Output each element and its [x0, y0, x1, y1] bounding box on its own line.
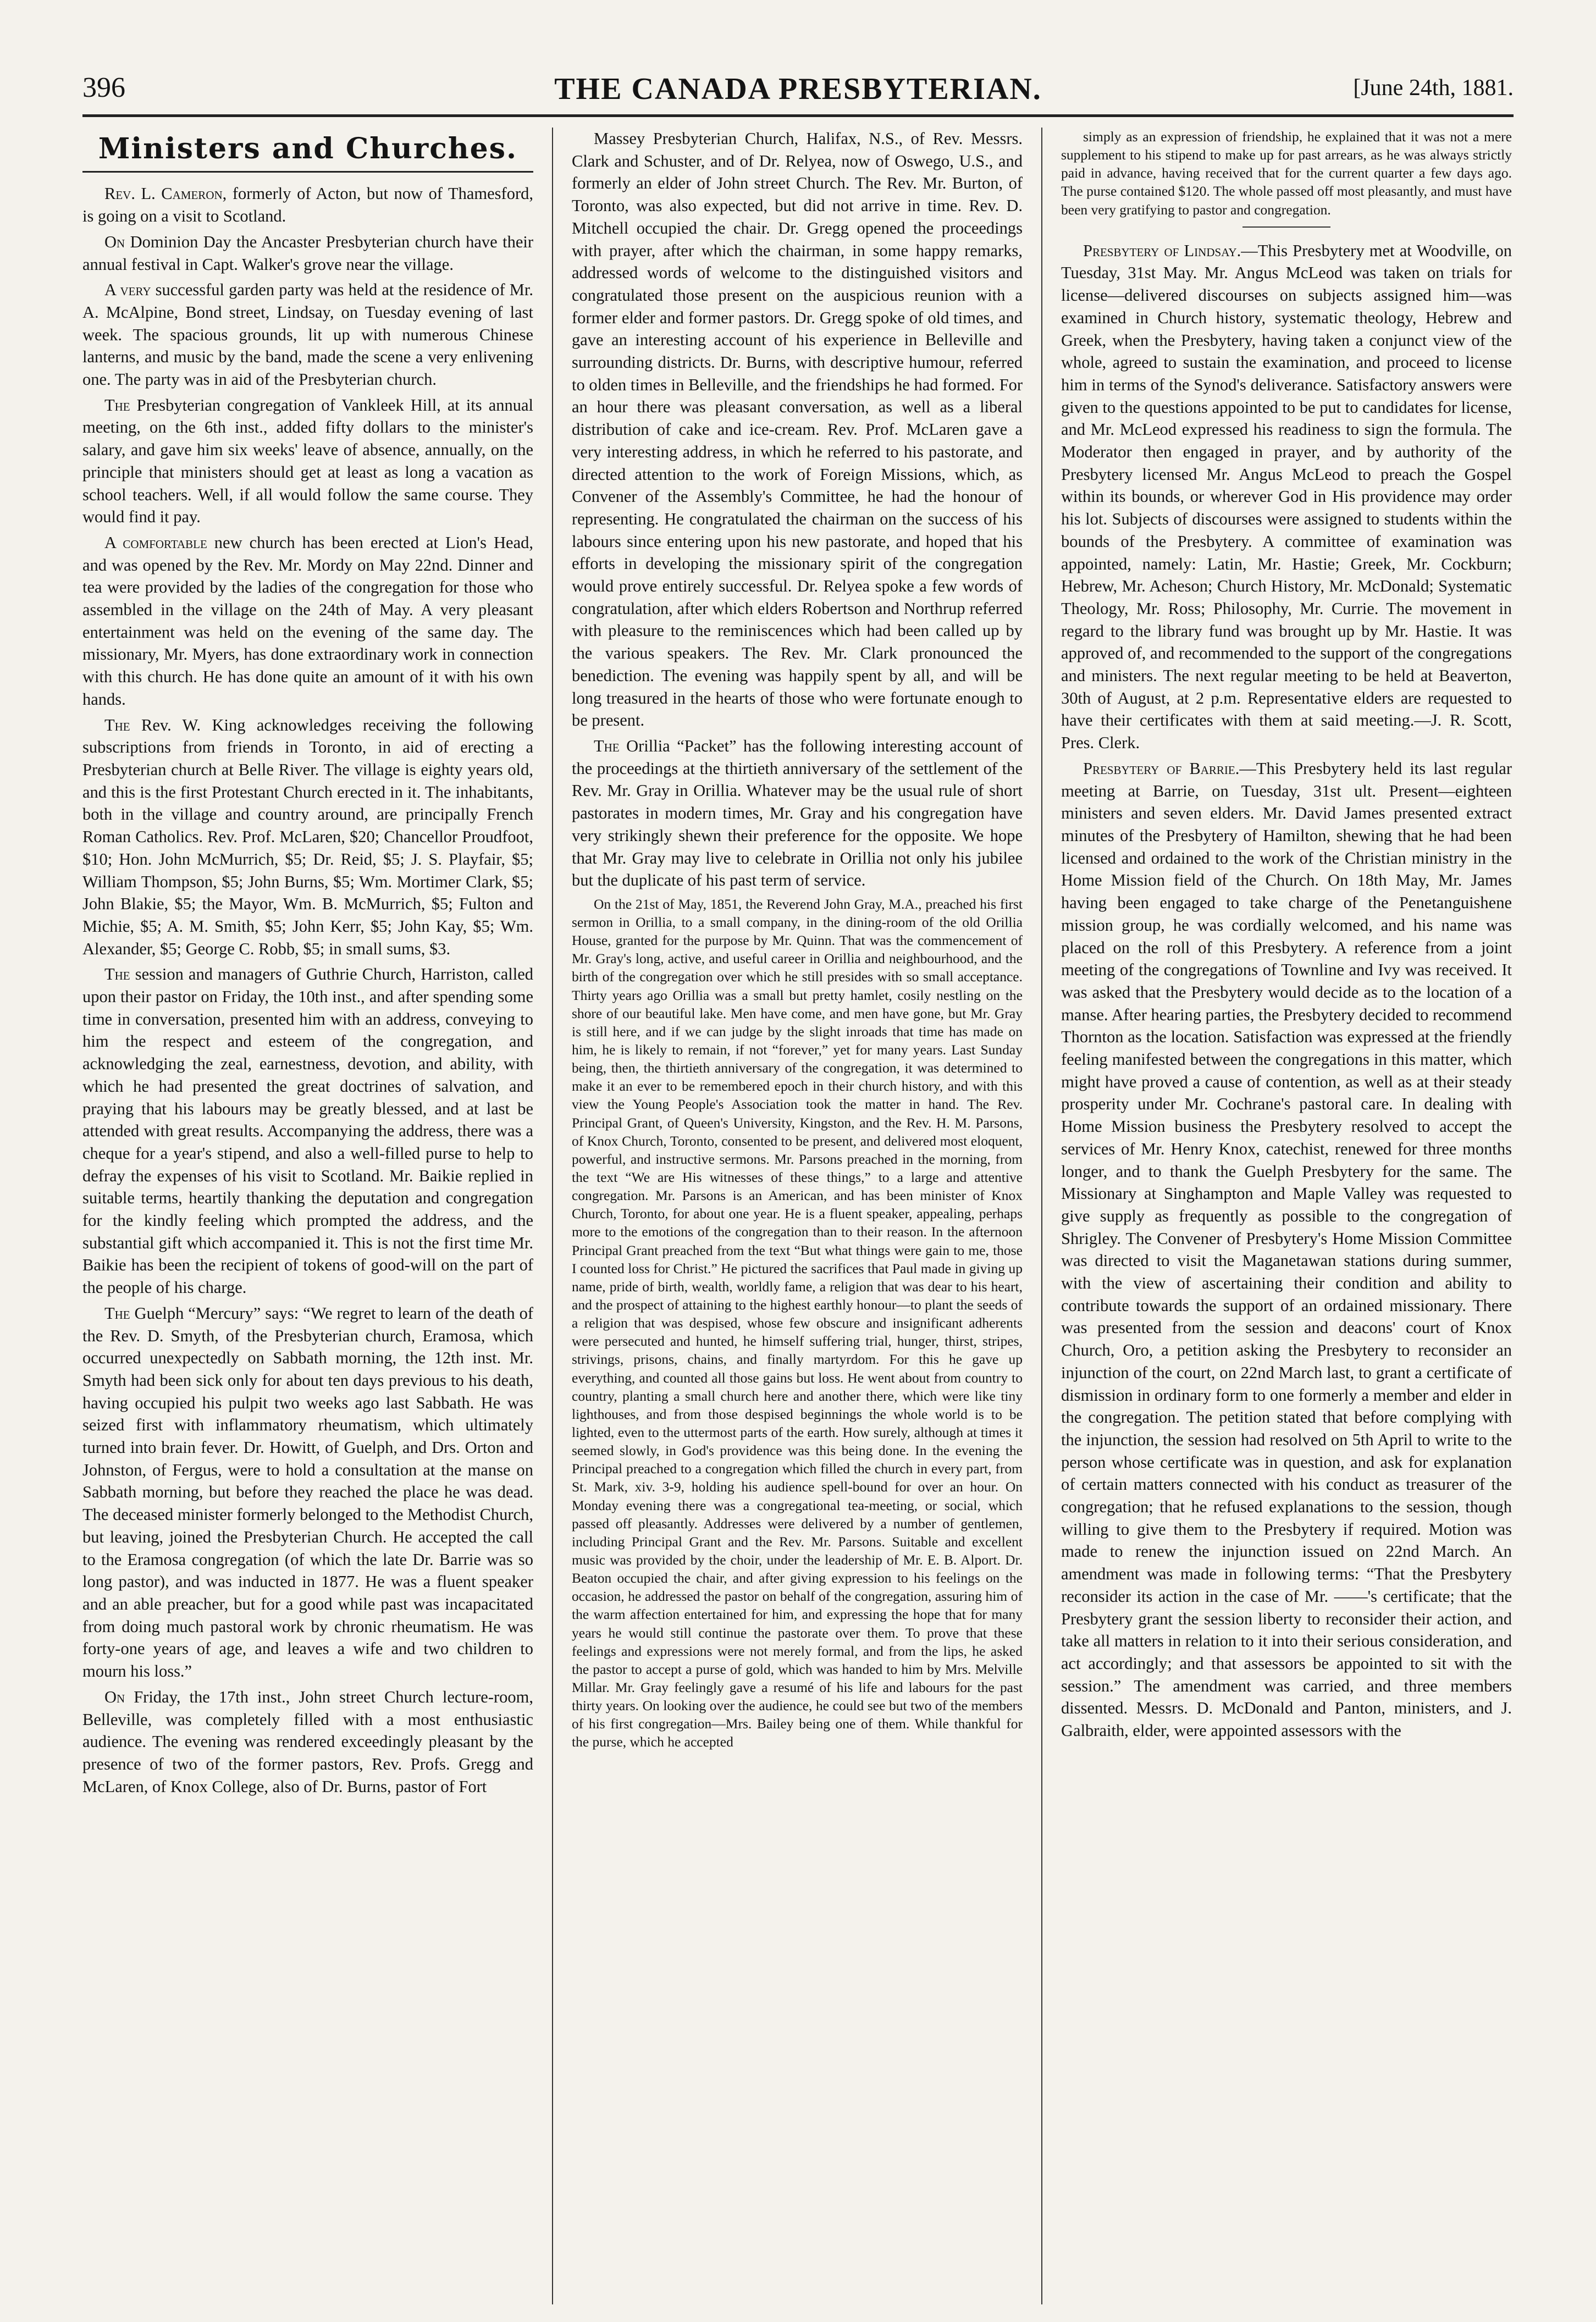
header-rule: [82, 114, 1514, 117]
section-title: Ministers and Churches.: [98, 132, 518, 165]
column-divider: [552, 128, 553, 2304]
article-paragraph: [82, 1302, 533, 1683]
paragraph-lead: A comfortable: [104, 533, 207, 552]
article-paragraph: [572, 895, 1023, 1751]
section-title-rule: [82, 171, 533, 173]
issue-date: [June 24th, 1881.: [1353, 75, 1514, 101]
article-paragraph: [572, 128, 1023, 732]
paragraph-text: Presbyterian congregation of Vankleek Hill, at its annual meeting, on the 6th inst., added fifty dollars to the minister's salary, and gave him six weeks' leave of absence, annually, on the principle that ministers should get at least as long a vacation as school teachers. Well, if all would follow the same course. They would find it pay.: [82, 395, 533, 527]
article-paragraph: [82, 279, 533, 391]
article-paragraph: [572, 735, 1023, 892]
article-paragraph: [82, 532, 533, 711]
paragraph-lead: Rev. L. Cameron,: [104, 184, 227, 203]
page-number: 396: [82, 72, 125, 103]
paragraph-lead: On: [104, 1687, 125, 1706]
paragraph-text: session and managers of Guthrie Church, Harriston, called upon their pastor on Friday, the 10th inst., and after spending some time in conversation, presented him with an address, conveying to him the respect and esteem of the congregation, and acknowledging the zeal, earnestness, devotion, and ability, with which he had presented the great doctrines of salvation, and praying that his labours may be greatly blessed, and at last be attended with great results. Accompanying the address, there was a cheque for a year's stipend, and also a well-filled purse to help to defray the expenses of his visit to Scotland. Mr. Baikie replied in suitable terms, heartily thanking the deputation and congregation for the kindly feeling which prompted the address, and the substantial gift which accompanied it. This is not the first time Mr. Baikie has been the recipient of tokens of good-will on the part of the people of his charge.: [82, 965, 533, 1297]
page-header: [82, 71, 1514, 110]
column-1: [82, 128, 533, 2304]
paragraph-lead: The: [104, 715, 130, 734]
separator-rule: [1242, 226, 1330, 228]
article-paragraph: [1061, 758, 1512, 1742]
article-paragraph: [82, 1686, 533, 1798]
paragraph-lead: A very: [104, 280, 151, 300]
paragraph-text: Massey Presbyterian Church, Halifax, N.S., of Rev. Messrs. Clark and Schuster, and of Dr. Relyea, now of Oswego, U.S., and formerly an elder of John street Church. The Rev. Mr. Burton, of Toronto, was also expected, but did not arrive in time. Rev. D. Mitchell occupied the chair. Dr. Gregg opened the proceedings with prayer, after which the chairman, in some happy remarks, addressed words of welcome to the distinguished visitors and congratulated those present on the auspicious reunion with a former elder and former pastors. Dr. Gregg spoke of old times, and gave an interesting account of his experience in Belleville and surrounding districts. Dr. Burns, with descriptive humour, referred to olden times in Belleville, and the friendships he had formed. For an hour there was pleasant conversation, as well as a liberal distribution of cake and ice-cream. Rev. Prof. McLaren gave a very interesting address, in which he referred to his pastorate, and directed attention to the work of Foreign Missions, which, as Convener of the Assembly's Committee, he had the honour of representing. He congratulated the chairman on the success of his labours since entering upon his new pastorate, and hoped that his efforts in developing the missionary spirit of the congregation would prove entirely successful. Dr. Relyea spoke a few words of congratulation, after which elders Robertson and Northrup referred with pleasure to the reminiscences which had been called up by the various speakers. The Rev. Mr. Clark pronounced the benediction. The evening was happily spent by all, and will be long treasured in the hearts of those who were fortunate enough to be present.: [572, 129, 1023, 730]
paragraph-lead: The: [104, 1303, 130, 1323]
article-paragraph: [82, 231, 533, 275]
paragraph-text: formerly of Acton, but now of Thamesford, is going on a visit to Scotland.: [82, 184, 533, 226]
paragraph-text: successful garden party was held at the residence of Mr. A. McAlpine, Bond street, Lindsay, on Tuesday evening of last week. The spacious grounds, lit up with numerous Chinese lanterns, and music by the band, made the scene a very enlivening one. The party was in aid of the Presbyterian church.: [82, 280, 533, 389]
paragraph-text: Guelph “Mercury” says: “We regret to learn of the death of the Rev. D. Smyth, of the Presbyterian church, Eramosa, which occurred unexpectedly on Sabbath morning, the 12th inst. Mr. Smyth had been sick only for about ten days previous to his death, having occupied his pulpit two weeks ago last Sabbath. He was seized first with inflammatory rheumatism, which ultimately turned into brain fever. Dr. Howitt, of Guelph, and Drs. Orton and Johnston, of Fergus, were to hold a consultation at the manse on Sabbath morning, but before they reached the place he was dead. The deceased minister formerly belonged to the Methodist Church, but leaving, joined the Presbyterian Church. He accepted the call to the Eramosa congregation (of which the late Dr. Barrie was so long pastor), and was inducted in 1877. He was a fluent speaker and an able preacher, but for a good while past was incapacitated from doing much pastoral work by chronic rheumatism. He was forty-one years of age, and leaves a wife and two children to mourn his loss.”: [82, 1303, 533, 1681]
column-divider: [1041, 128, 1042, 2304]
paragraph-text: new church has been erected at Lion's Head, and was opened by the Rev. Mr. Mordy on May 22nd. Dinner and tea were provided by the ladies of the congregation for those who assembled in the village on the 24th of May. A very pleasant entertainment was held on the evening of the same day. The missionary, Mr. Myers, has done extraordinary work in connection with this church. He has done quite an amount of it with his own hands.: [82, 533, 533, 709]
article-paragraph: [1061, 128, 1512, 219]
paragraph-lead: The: [594, 736, 620, 755]
column-3: [1061, 128, 1512, 2304]
paragraph-text: Orillia “Packet” has the following interesting account of the proceedings at the thirtieth anniversary of the settlement of the Rev. Mr. Gray in Orillia. Whatever may be the usual rule of short pastorates in modern times, Mr. Gray and his congregation have very strikingly shewn their preference for the opposite. We hope that Mr. Gray may live to celebrate in Orillia not only his jubilee but the duplicate of his past term of service.: [572, 736, 1023, 890]
column-2: [572, 128, 1023, 2304]
paragraph-lead: Presbytery of Barrie.: [1083, 759, 1240, 778]
paragraph-lead: The: [104, 965, 130, 984]
paragraph-text: Rev. W. King acknowledges receiving the following subscriptions from friends in Toronto, in aid of erecting a Presbyterian church at Belle River. The village is eighty years old, and this is the first Protestant Church erected in it. The inhabitants, both in the village and country around, are principally French Roman Catholics. Rev. Prof. McLaren, $20; Chancellor Proudfoot, $10; Hon. John McMurrich, $5; Dr. Reid, $5; J. S. Playfair, $5; William Thompson, $5; John Burns, $5; Wm. Mortimer Clark, $5; John Blakie, $5; the Mayor, Wm. B. McMurrich, $5; Fulton and Michie, $5; A. M. Smith, $5; John Kerr, $5; John Kay, $5; Wm. Alexander, $5; George C. Robb, $5; in small sums, $3.: [82, 715, 533, 958]
paragraph-text: simply as an expression of friendship, he explained that it was not a mere supplement to his stipend to make up for past arrears, as he was always strictly paid in advance, having received that for the current quarter a few days ago. The purse contained $120. The whole passed off most pleasantly, and must have been very gratifying to pastor and congregation.: [1061, 129, 1512, 218]
article-paragraph: [82, 963, 533, 1299]
article-paragraph: [82, 183, 533, 227]
paragraph-text: On the 21st of May, 1851, the Reverend John Gray, M.A., preached his first sermon in Orillia, to a small company, in the dining-room of the old Orillia House, granted for the purpose by Mr. Quinn. That was the commencement of Mr. Gray's long, active, and useful career in Orillia and neighbourhood, and the birth of the congregation over which he still presides with so small acceptance. Thirty years ago Orillia was a small but pretty hamlet, cosily nestling on the shore of our beautiful lake. Men have come, and men have gone, but Mr. Gray is still here, and if we can judge by the slight inroads that time has made on him, he is likely to remain, if not “forever,” yet for many years. Last Sunday being, then, the thirtieth anniversary of the congregation, it was determined to make it an ever to be remembered epoch in their church history, and with this view the Young People's Association took the matter in hand. The Rev. Principal Grant, of Queen's University, Kingston, and the Rev. H. M. Parsons, of Knox Church, Toronto, consented to be present, and delivered most eloquent, powerful, and instructive sermons. Mr. Parsons preached in the morning, from the text “We are His witnesses of these things,” to a large and attentive congregation. Mr. Parsons is an American, and has been minister of Knox Church, Toronto, for about one year. He is a fluent speaker, appealing, perhaps more to the emotions of the congregation than to their reason. In the afternoon Principal Grant preached from the text “But what things were gain to me, those I counted loss for Christ.” He pictured the sacrifices that Paul made in giving up name, pride of birth, wealth, worldly fame, a religion that was dear to his heart, and the prospect of attaining to the highest earthly honour—to plant the seeds of a religion that was despised, whose few obscure and insignificant adherents were persecuted and hunted, he himself suffering trial, hunger, thirst, stripes, strivings, prisons, chains, and finally martyrdom. For this he gave up everything, and counted all those gains but loss. He went about from country to country, planting a small church here and another there, which were like tiny lighthouses, and from those despised beginnings the whole world is to be lighted, even to the uttermost parts of the earth. How surely, although at times it seemed slowly, in God's providence was this being done. In the evening the Principal preached to a congregation which filled the church in every part, from St. Mark, xiv. 3-9, holding his audience spell-bound for over an hour. On Monday evening there was a congregational tea-meeting, or social, which passed off pleasantly. Addresses were delivered by a number of gentlemen, including Principal Grant and the Rev. Mr. Parsons. Suitable and excellent music was provided by the choir, under the leadership of Mr. E. B. Alport. Dr. Beaton occupied the chair, and after giving expression to his feelings on the occasion, he addressed the pastor on behalf of the congregation, assuring him of the warm affection entertained for him, and expressing the hope that for many years he would still continue the pastorate over them. To prove that these feelings and expressions were not merely formal, and from the lips, he asked the pastor to accept a purse of gold, which was handed to him by Mrs. Melville Millar. Mr. Gray feelingly gave a resumé of his life and labours for the past thirty years. On looking over the audience, he could see but two of the members of his first congregation—Mrs. Bailey being one of them. While thankful for the purse, which he accepted: [572, 895, 1023, 1750]
paragraph-text: Dominion Day the Ancaster Presbyterian church have their annual festival in Capt. Walker's grove near the village.: [82, 232, 533, 274]
article-paragraph: [1061, 240, 1512, 754]
article-paragraph: [82, 714, 533, 960]
article-paragraph: [82, 394, 533, 528]
paragraph-lead: Presbytery of Lindsay.: [1083, 241, 1241, 260]
paragraph-lead: On: [104, 232, 125, 251]
paragraph-lead: The: [104, 395, 130, 414]
paragraph-text: Friday, the 17th inst., John street Church lecture-room, Belleville, was completely filled with a most enthusiastic audience. The evening was rendered exceedingly pleasant by the presence of two of the former pastors, Rev. Profs. Gregg and McLaren, of Knox College, also of Dr. Burns, pastor of Fort: [82, 1687, 533, 1796]
paragraph-text: —This Presbytery met at Woodville, on Tuesday, 31st May. Mr. Angus McLeod was taken on trials for license—delivered discourses on subjects assigned him—was examined in Church history, systematic theology, Hebrew and Greek, when the Presbytery, having taken a conjunct view of the whole, agreed to sustain the examination, and proceed to license him in terms of the Synod's deliverance. Satisfactory answers were given to the questions appointed to be put to candidates for license, and Mr. McLeod expressed his readiness to sign the formula. The Moderator then engaged in prayer, and by authority of the Presbytery licensed Mr. Angus McLeod to preach the Gospel within its bounds, or wherever God in His providence may order his lot. Subjects of discourses were assigned to students within the bounds of the Presbytery. A committee of examination was appointed, namely: Latin, Mr. Hastie; Greek, Mr. Cockburn; Hebrew, Mr. Acheson; Church History, Mr. McDonald; Systematic Theology, Mr. Ross; Philosophy, Mr. Currie. The movement in regard to the library fund was brought up by Mr. Hastie. It was approved of, and recommended to the support of the congregations and ministers. The next regular meeting to be held at Beaverton, 30th of August, at 2 p.m. Representative elders are requested to have their certificates with them at said meeting.—J. R. Scott, Pres. Clerk.: [1061, 241, 1512, 753]
paragraph-text: —This Presbytery held its last regular meeting at Barrie, on Tuesday, 31st ult. Present—eighteen ministers and seven elders. Mr. David James presented extract minutes of the Presbytery of Hamilton, shewing that he had been licensed and ordained to the work of the Christian ministry in the Home Mission field of the Church. On 18th May, Mr. James having been engaged to take charge of the Penetanguishene mission group, he was cordially welcomed, and his name was placed on the roll of this Presbytery. A reference from a joint meeting of the congregations of Townline and Ivy was received. It was asked that the Presbytery would decide as to the location of a manse. After hearing parties, the Presbytery decided to recommend Thornton as the location. Satisfaction was expressed at the friendly feeling manifested between the congregations in this matter, which might have proved a cause of contention, as well as at their steady prosperity under Mr. Cochrane's pastoral care. In dealing with Home Mission business the Presbytery resolved to accept the services of Mr. Henry Knox, catechist, renewed for three months longer, and to thank the Guelph Presbytery for the same. The Missionary at Singhampton and Maple Valley was requested to give supply as frequently as possible to the congregation of Shrigley. The Convener of Presbytery's Home Mission Committee was directed to visit the Maganetawan stations during summer, with the view of ascertaining their condition and ability to contribute towards the support of an ordained missionary. There was presented from the session and deacons' court of Knox Church, Oro, a petition asking the Presbytery to reconsider an injunction of the court, on 22nd March last, to grant a certificate of dismission in ordinary form to one formerly a member and elder in the congregation. The petition stated that before complying with the injunction, the session had resolved on 5th April to write to the person whose certificate was in question, and ask for explanation of certain matters connected with his conduct as treasurer of the congregation; that he refused explanations to the session, though willing to give them to the Presbytery if required. Motion was made to renew the injunction issued on 22nd March. An amendment was made in following terms: “That the Presbytery reconsider its action in the case of Mr. ——'s certificate; that the Presbytery grant the session liberty to reconsider their action, and take all matters in relation to it into their serious consideration, and act accordingly; and that assessors be appointed to sit with the session.” The amendment was carried, and three members dissented. Messrs. D. McDonald and Panton, ministers, and J. Galbraith, elder, were appointed assessors with the: [1061, 759, 1512, 1740]
newspaper-title: THE CANADA PRESBYTERIAN.: [554, 72, 1042, 106]
